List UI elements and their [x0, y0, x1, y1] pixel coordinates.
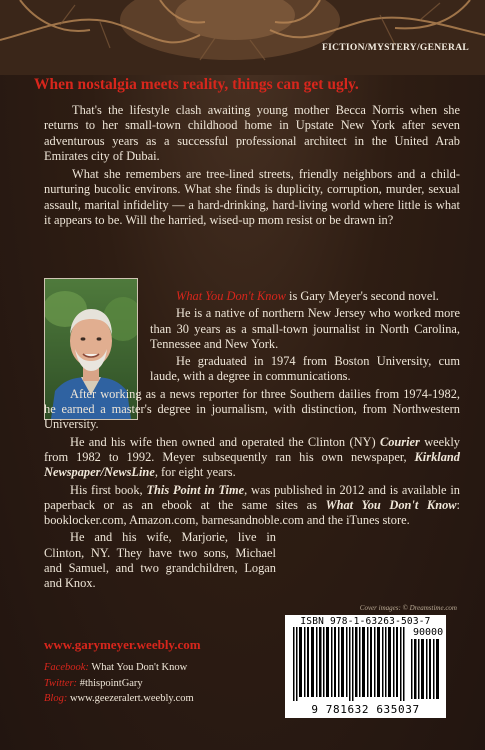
blurb-paragraph: That's the lifestyle clash awaiting young mother Becca Norris when she returns to her small-town childhood home in Upstate New York after seven adventurous years as a successful professional architect in the United Arab Emirates city of Dubai.: [44, 103, 460, 163]
blurb-paragraph: What she remembers are tree-lined streets, friendly neighbors and a child-nurturing bucolic environs. What she finds is duplicity, corruption, murder, sexual assault, marital infidelity — a hard-drinking, hard-living world where little is what it appears to be. Will the harried, wised-up mom resist or be drawn in?: [44, 167, 460, 228]
facebook-link[interactable]: Facebook: What You Don't Know: [44, 662, 188, 673]
social-links: [44, 660, 194, 707]
bio-paragraph: He graduated in 1974 from Boston University, cum laude, with a degree in communications.: [150, 354, 460, 384]
tree-branches-illustration: [0, 0, 485, 75]
price-addon-code: 90000: [413, 627, 444, 638]
bio-paragraph: What You Don't Know is Gary Meyer's second novel.: [176, 289, 439, 303]
bio-paragraph: After working as a news reporter for three Southern dailies from 1974-1982, he earned a master's degree in journalism, with distinction, from Northwestern University.: [44, 386, 460, 432]
author-website-link[interactable]: www.garymeyer.weebly.com: [44, 637, 201, 652]
book-title-reference: What You Don't Know: [176, 289, 286, 303]
genre-category: FICTION/MYSTERY/GENERAL: [322, 43, 469, 53]
blog-link[interactable]: Blog: www.geezeralert.weebly.com: [44, 693, 194, 704]
bio-paragraph: He and his wife, Marjorie, live in Clinton, NY. They have two sons, Michael and Samuel, and two grandchildren, Logan and Knox.: [44, 530, 276, 591]
barcode-digits: 9 781632 635037: [311, 703, 420, 716]
tagline: When nostalgia meets reality, things can get ugly.: [34, 76, 359, 93]
twitter-link[interactable]: Twitter: #thispointGary: [44, 677, 143, 689]
barcode-bars-icon: [285, 627, 446, 703]
bio-paragraph: He and his wife then owned and operated the Clinton (NY) Courier weekly from 1982 to 1992. Meyer subsequently ran his own newspaper, Kirkland Newspaper/NewsLine, for eight years.: [44, 434, 460, 480]
isbn-number: ISBN 978-1-63263-503-7: [300, 616, 431, 627]
bio-paragraph: He is a native of northern New Jersey who worked more than 30 years as a small-town journalist in North Carolina, Tennessee and New York.: [150, 306, 460, 351]
bio-paragraph: His first book, This Point in Time, was published in 2012 and is available in paperback or as an ebook at the same sites as What You Don't Know: booklocker.com, Amazon.com, barnesandnoble.com and the iTunes store.: [44, 482, 460, 528]
isbn-barcode: [285, 615, 446, 718]
book-blurb: [44, 103, 460, 231]
author-biography: [44, 289, 460, 594]
image-credit: Cover images: © Dreamstime.com: [359, 604, 457, 612]
